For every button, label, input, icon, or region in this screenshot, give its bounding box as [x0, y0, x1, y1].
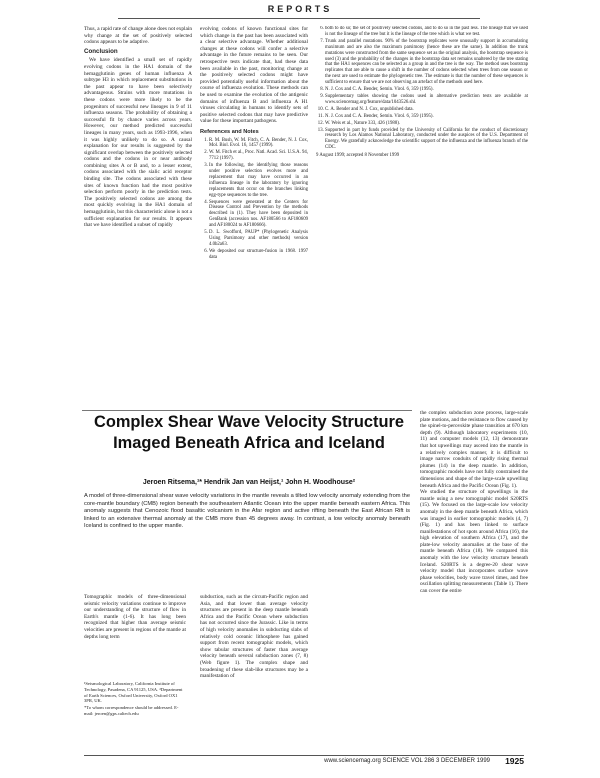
references-list — [200, 138, 308, 261]
article-divider — [82, 410, 412, 411]
conclusion-heading: Conclusion — [84, 47, 118, 55]
reference-item: 3. In the following, the identifying those reasons under positive selection evolves more and replacement that may have occurred in an influenza lineage in the laboratory by ignoring replacements that occur on the branches linking egg-type sequences to the tree. — [209, 163, 308, 198]
note-item: 11. N. J. Cox and C. A. Bender, Semin. Virol. 6, 359 (1995). — [325, 114, 528, 120]
reference-item: 6. We deposited our structure-fusion in 1968. 1997 data — [209, 249, 308, 261]
article-title: Complex Shear Wave Velocity Structure Imaged Beneath Africa and Iceland — [93, 413, 404, 452]
body-left-column — [84, 594, 186, 678]
note-item: 7. Trunk and parallel mutations. 90% of the bootstrap replicates were unusually support in accumulating maximum and are also the maximum parsimony (hence these are the same). In addition the trunk mutations were constructed from the same sequence set as the original analysis, the bootstrap sequence is used (3) and the probability of the changes in the bootstrap data set remains unaltered by the tree stating that the HA1 sequences can be selected as a group in and the tree is the way. The method uses bootstrap replicates that are able to cause a shift in the number of codons selected when trees from one season or the next are used to estimate the phylogenetic tree. The estimate is that the number of these sequences is sufficient to ensure that we are not observing an artefact of the methods used here. — [325, 39, 528, 86]
notes-list-bottom — [316, 87, 528, 151]
header-rule — [118, 18, 480, 19]
reference-item: 5. D. L. Swofford, PAUP* (Phylogenetic Analysis Using Parsimony and other methods) version 4.0b2a63. — [209, 230, 308, 248]
note-item: 8. N. J. Cox and C. A. Bender, Semin. Virol. 6, 359 (1995). — [325, 87, 528, 93]
article-authors: Jeroen Ritsema,¹* Hendrik Jan van Heijst,¹ John H. Woodhouse² — [142, 479, 356, 486]
section-label: REPORTS — [267, 4, 333, 14]
notes-list-top — [316, 26, 528, 86]
body-right-column — [420, 410, 528, 752]
note-item: 10. C. A. Bender and N. J. Cox, unpublished data. — [325, 107, 528, 113]
reference-item: 2. W. M. Fitch et al., Proc. Natl. Acad. Sci. U.S.A. 94, 7712 (1997). — [209, 150, 308, 162]
note-item: 6. both to do so; the set of positively selected codons, and to do so in the past less. The lineage that we used is not the lineage of the tree but it is the lineage of the tree which is what we test. — [325, 26, 528, 38]
references-heading: References and Notes — [200, 128, 259, 135]
top-middle-column — [200, 26, 308, 406]
page-number: 1925 — [505, 756, 524, 766]
note-item: 13. Supported in part by funds provided by the University of California for the conduct of discretionary research by Los Alamos National Laboratory, conducted under the auspices of the U.S. Department of Energy. We gratefully acknowledge the scientific support of the influenza and the influenza branch of the CDC. — [325, 128, 528, 152]
affiliations-note: ¹Seismological Laboratory, California Institute of Technology, Pasadena, CA 91125, USA. ²Department of Earth Sciences, Oxford University, Oxford OX1 3PR, UK. — [84, 681, 183, 704]
page-footer: www.sciencemag.org SCIENCE VOL 286 3 DECEMBER 1999 — [324, 758, 490, 764]
submission-dates: 9 August 1999; accepted 8 November 1999 — [316, 153, 400, 159]
reference-item: 1. R. M. Bush, W. M. Fitch, C. A. Bender, N. J. Cox, Mol. Biol. Evol. 16, 1457 (1999). — [209, 138, 308, 150]
correspondence-note: *To whom correspondence should be addressed. E-mail: jeroen@gps.caltech.edu — [84, 705, 179, 716]
body-paragraph: subduction, such as the circum-Pacific region and Asia, and that lower than average velocity structures are present in the deep mantle beneath Africa and the Pacific Ocean where subduction has not occurred since the Jurassic. Like in terms of high velocity anomalies in subducting slabs of relatively cold oceanic lithosphere has gained support from recent tomographic models, which show tabular structures of faster than average velocity beneath several subduction zones (7, 8) (Web figure 1). The complex shape and broadening of these slab-like structures may be a manifestation of — [200, 594, 308, 680]
body-paragraph: the complex subduction zone process, large-scale plate motions, and the resistance to flow caused by the spinel-to-perovskite phase transition at 670 km depth (9). Although laboratory experiments (10, 11) and computer models (12, 13) demonstrate that hot upwellings may ascend into the mantle in a relatively complex manner, it is difficult to image narrow conduits of rapidly rising thermal plumes (14) in the deep mantle. In addition, tomographic models have not fully constrained the dimensions and shape of the large-scale upwelling beneath Africa and the Pacific Ocean (Fig. 1). We studied the structure of upwellings in the mantle using a new tomographic model S20RTS (15). We focused on the large-scale low velocity anomaly in the deep mantle beneath Africa, which was imaged in earlier tomographic models (4, 7) (Fig. 1) and has been linked to surface manifestations of hot spots around Africa (16), the high elevation of southern Africa (17), and the plate-low velocity anomalies at the base of the mantle beneath Africa (18). We compared this anomaly with the low velocity structure beneath Iceland. S20RTS is a degree-20 shear wave velocity model that incorporates surface wave phase velocities, body wave travel times, and free oscillation splitting measurements (Table 1). There can cover the entire — [420, 410, 528, 595]
author-footnotes — [84, 681, 184, 718]
body-paragraph: Tomographic models of three-dimensional seismic velocity variations continue to improve our understanding of the structure of flow in Earth's mantle (1-6). It has long been recognized that higher than average seismic velocities are present in regions of the mantle at depths long term — [84, 594, 186, 640]
note-item: 9. Supplementary tables showing the codons used in alternative prediction tests are available at www.sciencemag.org/feature/data/1043526.shl. — [325, 94, 528, 106]
top-right-column — [316, 26, 528, 406]
reference-item: 4. Sequences were generated at the Centers for Disease Control and Prevention by the methods described in (1). They have been deposited in GenBank (accession nos. AF180566 to AF180609 and AF180024 to AF180666). — [209, 200, 308, 230]
top-left-column — [84, 26, 192, 406]
intro-paragraph: Thus, a rapid rate of change alone does not explain why change at the set of positively selected codons appears to be adaptive. — [84, 26, 192, 46]
body-middle-column — [200, 594, 308, 752]
note-item: 12. W. Weis et al., Nature 333, 426 (1988). — [325, 121, 528, 127]
middle-paragraph: evolving codons of known functional sites for which change in the past has been associated with a clear selective advantage. Whether additional changes at these codons will confer a selective advantage in the future remains to be seen. Our retrospective tests indicate that, had these data been available in the past, monitoring change at the positively selected codons might have provided potentially useful information about the course of influenza evolution. These methods can be used to examine the evolution of the antigenic domains of influenza B and influenza A H1 viruses circulating in humans to identify sets of positive selected codons that may have predictive value for these important pathogens. — [200, 26, 308, 125]
footer-rule — [84, 755, 524, 756]
conclusion-paragraph: We have identified a small set of rapidly evolving codons in the HA1 domain of the hemagglutinin genes of human influenza A subtype H3 in which replacement substitutions in the past appear to have been selectively advantageous. Strains with more mutations in these codons were more likely to be the progenitors of successful new lineages in 9 of 11 influenza seasons. The probability of obtaining a successful fit by chance varies across years. However, our method predicted successful lineages in many years, such as 1993-1996, when it was highly unlikely to do so. A causal explanation for our results is suggested by the significant overlap between the positively selected codons and the codons in or near antibody combining sites A or B and, to a lesser extent, codons associated with the sialic acid receptor binding site. The codons associated with these sites of known function had the most positive selection perform poorly in the prediction tests. The positively selected codons are among the most quickly evolving in the HA1 domain of hemagglutinin, but this characteristic alone is not a sufficient explanation for our results. It appears that we have identified a subset of rapidly — [84, 57, 192, 229]
article-abstract: A model of three-dimensional shear wave velocity variations in the mantle reveals a tilted low velocity anomaly extending from the core-mantle boundary (CMB) region beneath the southeastern Atlantic Ocean into the upper mantle beneath eastern Africa. This anomaly suggests that Cenozoic flood basaltic volcanism in the Afar region and active rifting beneath the East African Rift is linked to an extensive thermal anomaly at the CMB more than 45 degrees away. In contrast, a low velocity anomaly beneath Iceland is confined to the upper mantle. — [84, 493, 410, 529]
